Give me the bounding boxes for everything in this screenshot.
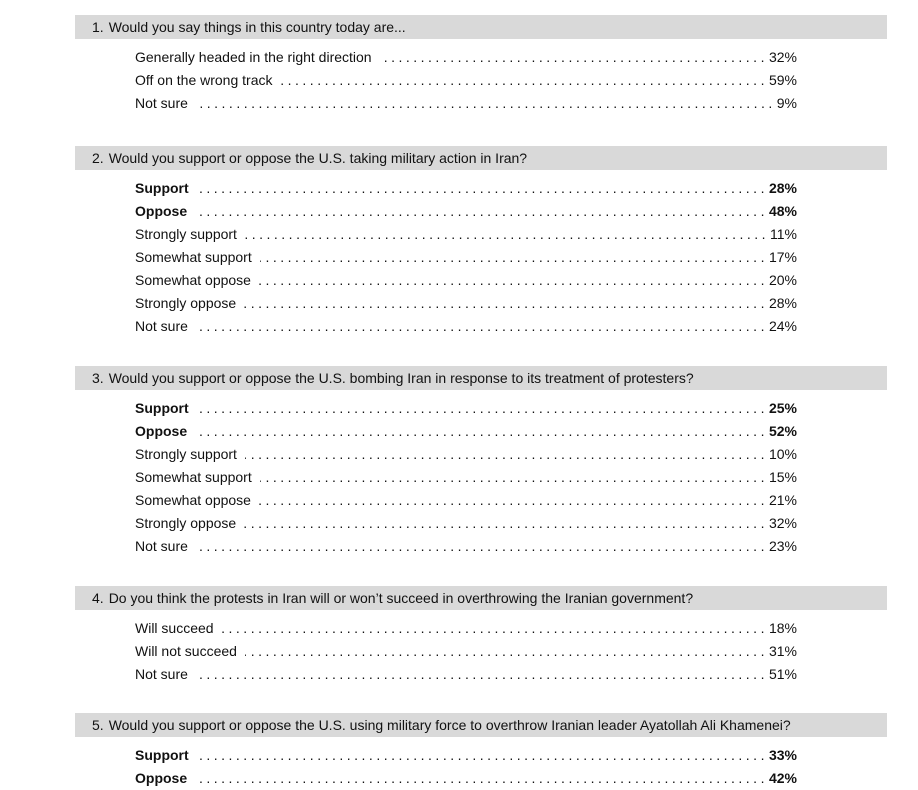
answer-row (135, 223, 797, 246)
answer-value: 52% (768, 423, 797, 439)
dot-leader (260, 466, 768, 489)
question-header (75, 713, 887, 737)
answer-row (135, 512, 797, 535)
dot-leader (245, 443, 768, 466)
answer-value: 9% (776, 95, 797, 111)
dot-leader (195, 767, 768, 790)
answer-value: 59% (768, 72, 797, 88)
question-section (75, 15, 887, 115)
answer-value: 28% (768, 295, 797, 311)
answer-value: 23% (768, 538, 797, 554)
question-text: Would you support or oppose the U.S. taking military action in Iran? (108, 150, 528, 166)
answer-list (135, 177, 797, 338)
answer-row (135, 200, 797, 223)
answer-label: Strongly oppose (135, 515, 237, 531)
answer-label: Not sure (135, 666, 188, 682)
question-number: 3. (92, 370, 104, 386)
answer-value: 42% (768, 770, 797, 786)
answer-label: Not sure (135, 538, 188, 554)
answer-value: 28% (768, 180, 797, 196)
answer-label: Somewhat oppose (135, 492, 251, 508)
answer-label: Oppose (135, 423, 188, 439)
answer-value: 25% (768, 400, 797, 416)
answer-row (135, 269, 797, 292)
answer-list (135, 46, 797, 115)
answer-list (135, 617, 797, 686)
question-header (75, 15, 887, 39)
answer-row (135, 315, 797, 338)
answer-list (135, 397, 797, 558)
answer-value: 15% (768, 469, 797, 485)
question-text: Do you think the protests in Iran will or won’t succeed in overthrowing the Iranian government? (108, 590, 694, 606)
questions-list (75, 15, 887, 790)
answer-label: Generally headed in the right direction (135, 49, 372, 65)
dot-leader (197, 397, 768, 420)
dot-leader (196, 92, 776, 115)
question-section (75, 586, 887, 686)
dot-leader (195, 420, 768, 443)
answer-value: 51% (768, 666, 797, 682)
dot-leader (280, 69, 767, 92)
question-header (75, 146, 887, 170)
answer-row (135, 397, 797, 420)
dot-leader (196, 315, 768, 338)
answer-label: Not sure (135, 95, 188, 111)
dot-leader (244, 512, 768, 535)
answer-row (135, 443, 797, 466)
answer-row (135, 46, 797, 69)
dot-leader (197, 177, 768, 200)
dot-leader (259, 489, 768, 512)
dot-leader (260, 246, 768, 269)
question-number: 5. (92, 717, 104, 733)
answer-value: 33% (768, 747, 797, 763)
answer-label: Oppose (135, 770, 188, 786)
answer-value: 21% (768, 492, 797, 508)
dot-leader (222, 617, 768, 640)
question-number: 4. (92, 590, 104, 606)
answer-row (135, 663, 797, 686)
answer-value: 31% (768, 643, 797, 659)
answer-value: 11% (770, 226, 797, 242)
answer-label: Strongly support (135, 446, 237, 462)
answer-label: Not sure (135, 318, 188, 334)
question-section (75, 713, 887, 790)
dot-leader (197, 744, 768, 767)
answer-row (135, 69, 797, 92)
question-section (75, 146, 887, 338)
answer-label: Strongly oppose (135, 295, 237, 311)
answer-label: Support (135, 180, 189, 196)
question-header (75, 366, 887, 390)
dot-leader (196, 663, 768, 686)
question-number: 1. (92, 19, 104, 35)
answer-value: 48% (768, 203, 797, 219)
answer-label: Will not succeed (135, 643, 237, 659)
answer-value: 20% (768, 272, 797, 288)
answer-row (135, 617, 797, 640)
answer-row (135, 420, 797, 443)
dot-leader (245, 640, 768, 663)
dot-leader (195, 200, 768, 223)
answer-row (135, 744, 797, 767)
answer-label: Will succeed (135, 620, 214, 636)
answer-label: Somewhat oppose (135, 272, 251, 288)
dot-leader (196, 535, 768, 558)
answer-list (135, 744, 797, 790)
answer-row (135, 535, 797, 558)
answer-row (135, 246, 797, 269)
question-text: Would you support or oppose the U.S. using military force to overthrow Iranian leader Ayatollah Ali Khamenei? (108, 717, 791, 733)
question-number: 2. (92, 150, 104, 166)
answer-row (135, 489, 797, 512)
question-section (75, 366, 887, 558)
answer-value: 32% (768, 49, 797, 65)
question-header (75, 586, 887, 610)
answer-row (135, 177, 797, 200)
answer-value: 10% (768, 446, 797, 462)
answer-row (135, 466, 797, 489)
answer-value: 18% (768, 620, 797, 636)
answer-label: Support (135, 400, 189, 416)
answer-row (135, 292, 797, 315)
answer-row (135, 640, 797, 663)
answer-label: Support (135, 747, 189, 763)
answer-value: 17% (768, 249, 797, 265)
answer-row (135, 767, 797, 790)
answer-label: Oppose (135, 203, 188, 219)
dot-leader (380, 46, 768, 69)
answer-value: 32% (768, 515, 797, 531)
answer-label: Off on the wrong track (135, 72, 273, 88)
answer-label: Strongly support (135, 226, 237, 242)
question-text: Would you say things in this country today are... (108, 19, 406, 35)
dot-leader (245, 223, 769, 246)
answer-label: Somewhat support (135, 469, 252, 485)
answer-label: Somewhat support (135, 249, 252, 265)
question-text: Would you support or oppose the U.S. bombing Iran in response to its treatment of protesters? (108, 370, 694, 386)
answer-value: 24% (768, 318, 797, 334)
answer-row (135, 92, 797, 115)
dot-leader (259, 269, 768, 292)
dot-leader (244, 292, 768, 315)
